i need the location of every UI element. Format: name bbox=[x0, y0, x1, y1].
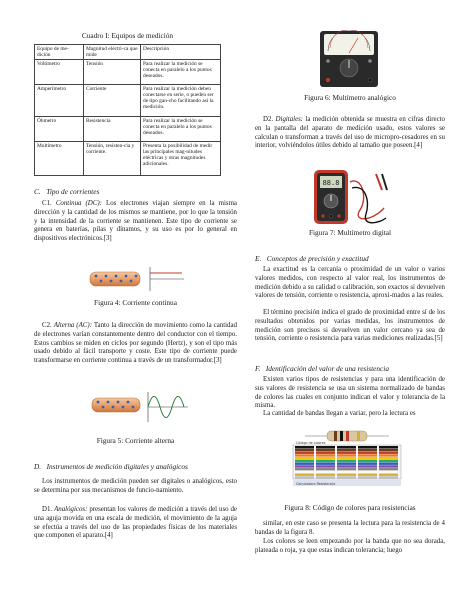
header-cell: Equipo de me-dición bbox=[35, 45, 84, 60]
color-code-cell bbox=[337, 457, 356, 459]
table-cell: Voltímetro bbox=[35, 60, 84, 85]
table-caption: Cuadro I: Equipos de medición bbox=[81, 31, 174, 40]
color-code-cell bbox=[358, 446, 377, 448]
section-number: E. bbox=[255, 254, 262, 263]
ac-current-figure bbox=[90, 390, 190, 430]
c2-text: Tanto la dirección de movimiento como la cantidad de electrones varían constantemente dentro del conductor con el tiempo. Estos cambios se miden en ciclos por segundo (Hertz), y son el tipo más usado debido al fácil transporte y coste. Este tipo de corriente puede transformarse en corriente continua a través de un transformador.[3] bbox=[34, 322, 237, 364]
color-code-cell bbox=[295, 446, 314, 448]
color-code-cell bbox=[316, 446, 335, 448]
c1-term: Continua (DC): bbox=[55, 200, 102, 207]
paragraph-f2: La cantidad de bandas llegan a variar, pero la lectura es bbox=[263, 410, 416, 417]
instruments-table bbox=[34, 44, 221, 176]
figure-6-caption: Figura 6: Multímetro analógico bbox=[304, 93, 396, 102]
table-header-row bbox=[35, 45, 221, 60]
color-code-cell bbox=[295, 468, 314, 470]
d2-term: Digitales: bbox=[275, 116, 304, 123]
table-cell: Amperímetro bbox=[35, 85, 84, 117]
section-title: Conceptos de precisión y exactitud bbox=[266, 254, 369, 263]
color-code-cell bbox=[316, 468, 335, 470]
paragraph-f1: Existen varios tipos de resistencias y para una identificación de sus valores de resistencia se usa un sistema normalizado de bandas de colores las cuales en conjunto indican el valor y tolerancia de la misma. bbox=[255, 376, 445, 410]
c2-label: C2. bbox=[42, 322, 52, 329]
section-c-heading bbox=[34, 187, 99, 196]
color-code-cell bbox=[358, 449, 377, 451]
color-code-cell bbox=[337, 463, 356, 465]
paragraph-f3: similar, en este caso se presenta la lectura para la resistencia de 4 bandas de la figura 8. bbox=[255, 520, 445, 536]
c1-label: C1. bbox=[42, 200, 52, 207]
table-row bbox=[35, 85, 221, 117]
color-code-cell bbox=[379, 449, 398, 451]
paragraph-f4: Los colores se leen empezando por la banda que no sea dorada, plateada o roja, ya que estas indican tolerancia; luego bbox=[255, 538, 445, 554]
paragraph-c2 bbox=[34, 322, 237, 366]
header-cell: Magnitud eléctri-ca que mide bbox=[84, 45, 141, 60]
table-cell: Para realizar la medición se conecta en paralelo a los puntos deseados. bbox=[141, 60, 221, 85]
color-code-cell bbox=[316, 454, 335, 456]
color-code-cell bbox=[295, 474, 314, 476]
color-code-cell bbox=[358, 465, 377, 467]
color-code-cell bbox=[379, 476, 398, 478]
paragraph-d1 bbox=[34, 506, 237, 541]
table-cell: Corriente bbox=[84, 85, 141, 117]
color-code-cell bbox=[337, 465, 356, 467]
d2-text: la medición obtenida se muestra en cifras directo en la pantalla del aparato de medición usado, estos valores se calculan o transforman a través del uso de micropro-cesadores en su interior, volviéndolos útiles debido al tamaño que poseen.[4] bbox=[255, 116, 445, 150]
color-code-cell bbox=[358, 454, 377, 456]
color-code-cell bbox=[295, 463, 314, 465]
color-code-cell bbox=[379, 452, 398, 454]
header-cell: Descripción bbox=[141, 45, 221, 60]
color-code-cell bbox=[379, 465, 398, 467]
d1-text: presentan los valores de medición a través del uso de una aguja movida en una escala de medición, el movimiento de la aguja se efectúa a través del uso de las propiedades físicas de los materiales que componen el aparato.[4] bbox=[34, 506, 237, 540]
paragraph-d2 bbox=[255, 116, 445, 151]
color-code-cell bbox=[295, 449, 314, 451]
color-code-cell bbox=[316, 465, 335, 467]
section-number: C. bbox=[34, 187, 41, 196]
color-code-cell bbox=[337, 460, 356, 462]
color-code-cell bbox=[358, 468, 377, 470]
color-code-cell bbox=[379, 446, 398, 448]
figure-7-caption: Figura 7: Multímetro digital bbox=[308, 228, 392, 237]
section-d-heading bbox=[34, 462, 188, 471]
figure-4-caption: Figura 4: Corriente continua bbox=[94, 298, 177, 307]
d1-label: D1. bbox=[42, 506, 53, 513]
color-code-cell bbox=[295, 460, 314, 462]
color-code-cell bbox=[316, 452, 335, 454]
color-code-cell bbox=[358, 471, 377, 473]
svg-text:88.8: 88.8 bbox=[322, 179, 340, 187]
section-f-heading bbox=[255, 364, 389, 373]
table-cell: Tensión, resisten-cia y corriente. bbox=[84, 142, 141, 176]
paragraph-e1: La exactitud es la cercanía o proximidad de un valor o varios valores medidos, con respecto al valor real, los instrumentos de medición debido a su calidad o calibración, son exactos si devuelven valores de tensión, corriente o resistencia, aproxi-mados a las reales. bbox=[255, 266, 445, 300]
color-code-cell bbox=[316, 457, 335, 459]
color-code-cell bbox=[337, 471, 356, 473]
fig8-footer: Calculadora Resistencia bbox=[296, 482, 336, 486]
color-code-cell bbox=[316, 463, 335, 465]
c1-text: Los electrones viajan siempre en la misma dirección y la cantidad de los mismos se mantiene, por lo que la tensión y la intensidad de la corriente se mantienen. Este tipo de corriente se genera en baterías, pilas y dínamos, y su uso es por lo general en dispositivos electrónicos.[3] bbox=[34, 200, 237, 242]
color-code-cell bbox=[379, 471, 398, 473]
analog-multimeter-figure bbox=[316, 30, 382, 88]
fig8-table-label: Código de colores bbox=[296, 441, 326, 445]
color-code-cell bbox=[295, 457, 314, 459]
color-code-cell bbox=[379, 463, 398, 465]
color-code-cell bbox=[337, 449, 356, 451]
color-code-cell bbox=[337, 454, 356, 456]
section-number: D. bbox=[34, 462, 42, 471]
color-code-cell bbox=[295, 465, 314, 467]
resistor-color-code-figure bbox=[287, 428, 407, 488]
digital-multimeter-figure bbox=[310, 168, 390, 226]
color-code-cell bbox=[316, 471, 335, 473]
color-code-cell bbox=[358, 452, 377, 454]
color-code-cell bbox=[337, 476, 356, 478]
color-code-cell bbox=[358, 457, 377, 459]
paragraph-e2: El término precisión indica el grado de proximidad entre sí de los resultados obtenidos por varias medidas, los instrumentos de medición son precisos si devuelven un valor cercano ya sea de tensión, corriente o resistencia para varias mediciones realizadas.[5] bbox=[255, 309, 445, 343]
c2-term: Alterna (AC): bbox=[53, 322, 92, 329]
color-code-cell bbox=[379, 460, 398, 462]
color-code-cell bbox=[295, 471, 314, 473]
color-code-cell bbox=[337, 468, 356, 470]
dc-current-figure bbox=[88, 263, 186, 295]
color-code-cell bbox=[379, 468, 398, 470]
figure-8-caption: Figura 8: Código de colores para resistencias bbox=[284, 503, 416, 512]
color-code-cell bbox=[316, 449, 335, 451]
figure-5-caption: Figura 5: Corriente alterna bbox=[96, 436, 175, 445]
color-code-cell bbox=[358, 474, 377, 476]
color-code-cell bbox=[358, 476, 377, 478]
color-code-cell bbox=[358, 463, 377, 465]
color-code-cell bbox=[337, 452, 356, 454]
table-cell: Tensión bbox=[84, 60, 141, 85]
color-code-cell bbox=[358, 460, 377, 462]
color-code-cell bbox=[316, 460, 335, 462]
table-cell: Para realizar la medición deben conectarse en serie, o pueden ser de tipo gan-cho facilitando así la medición. bbox=[141, 85, 221, 117]
section-e-heading bbox=[255, 254, 369, 263]
table-cell: Multímetro bbox=[35, 142, 84, 176]
table-row bbox=[35, 117, 221, 142]
section-title: Identificación del valor de una resistencia bbox=[265, 364, 389, 373]
color-code-cell bbox=[379, 457, 398, 459]
color-code-cell bbox=[295, 476, 314, 478]
color-code-cell bbox=[316, 476, 335, 478]
color-code-cell bbox=[379, 474, 398, 476]
section-number: F. bbox=[255, 364, 261, 373]
table-cell: Resistencia bbox=[84, 117, 141, 142]
table-row bbox=[35, 142, 221, 176]
color-code-cell bbox=[337, 446, 356, 448]
paragraph-d-intro: Los instrumentos de medición pueden ser digitales o analógicos, esto se determina por sus mecanismos de funcio-namiento. bbox=[34, 478, 237, 494]
section-title: Tipo de corrientes bbox=[46, 187, 100, 196]
table-cell: Presenta la posibilidad de medir las principales mag-nitudes eléctricas y otras magnitudes adicionales. bbox=[141, 142, 221, 176]
d2-label: D2. bbox=[263, 116, 274, 123]
table-cell: Para realizar la medición se conecta en paralelo a los puntos deseados. bbox=[141, 117, 221, 142]
d1-term: Analógicos: bbox=[54, 506, 88, 513]
color-code-cell bbox=[295, 454, 314, 456]
table-cell: Óhmetro bbox=[35, 117, 84, 142]
color-code-cell bbox=[295, 452, 314, 454]
paragraph-c1 bbox=[34, 200, 237, 244]
section-title: Instrumentos de medición digitales y analógicos bbox=[46, 462, 188, 471]
color-code-cell bbox=[337, 474, 356, 476]
color-code-cell bbox=[316, 474, 335, 476]
table-row bbox=[35, 60, 221, 85]
color-code-cell bbox=[379, 454, 398, 456]
